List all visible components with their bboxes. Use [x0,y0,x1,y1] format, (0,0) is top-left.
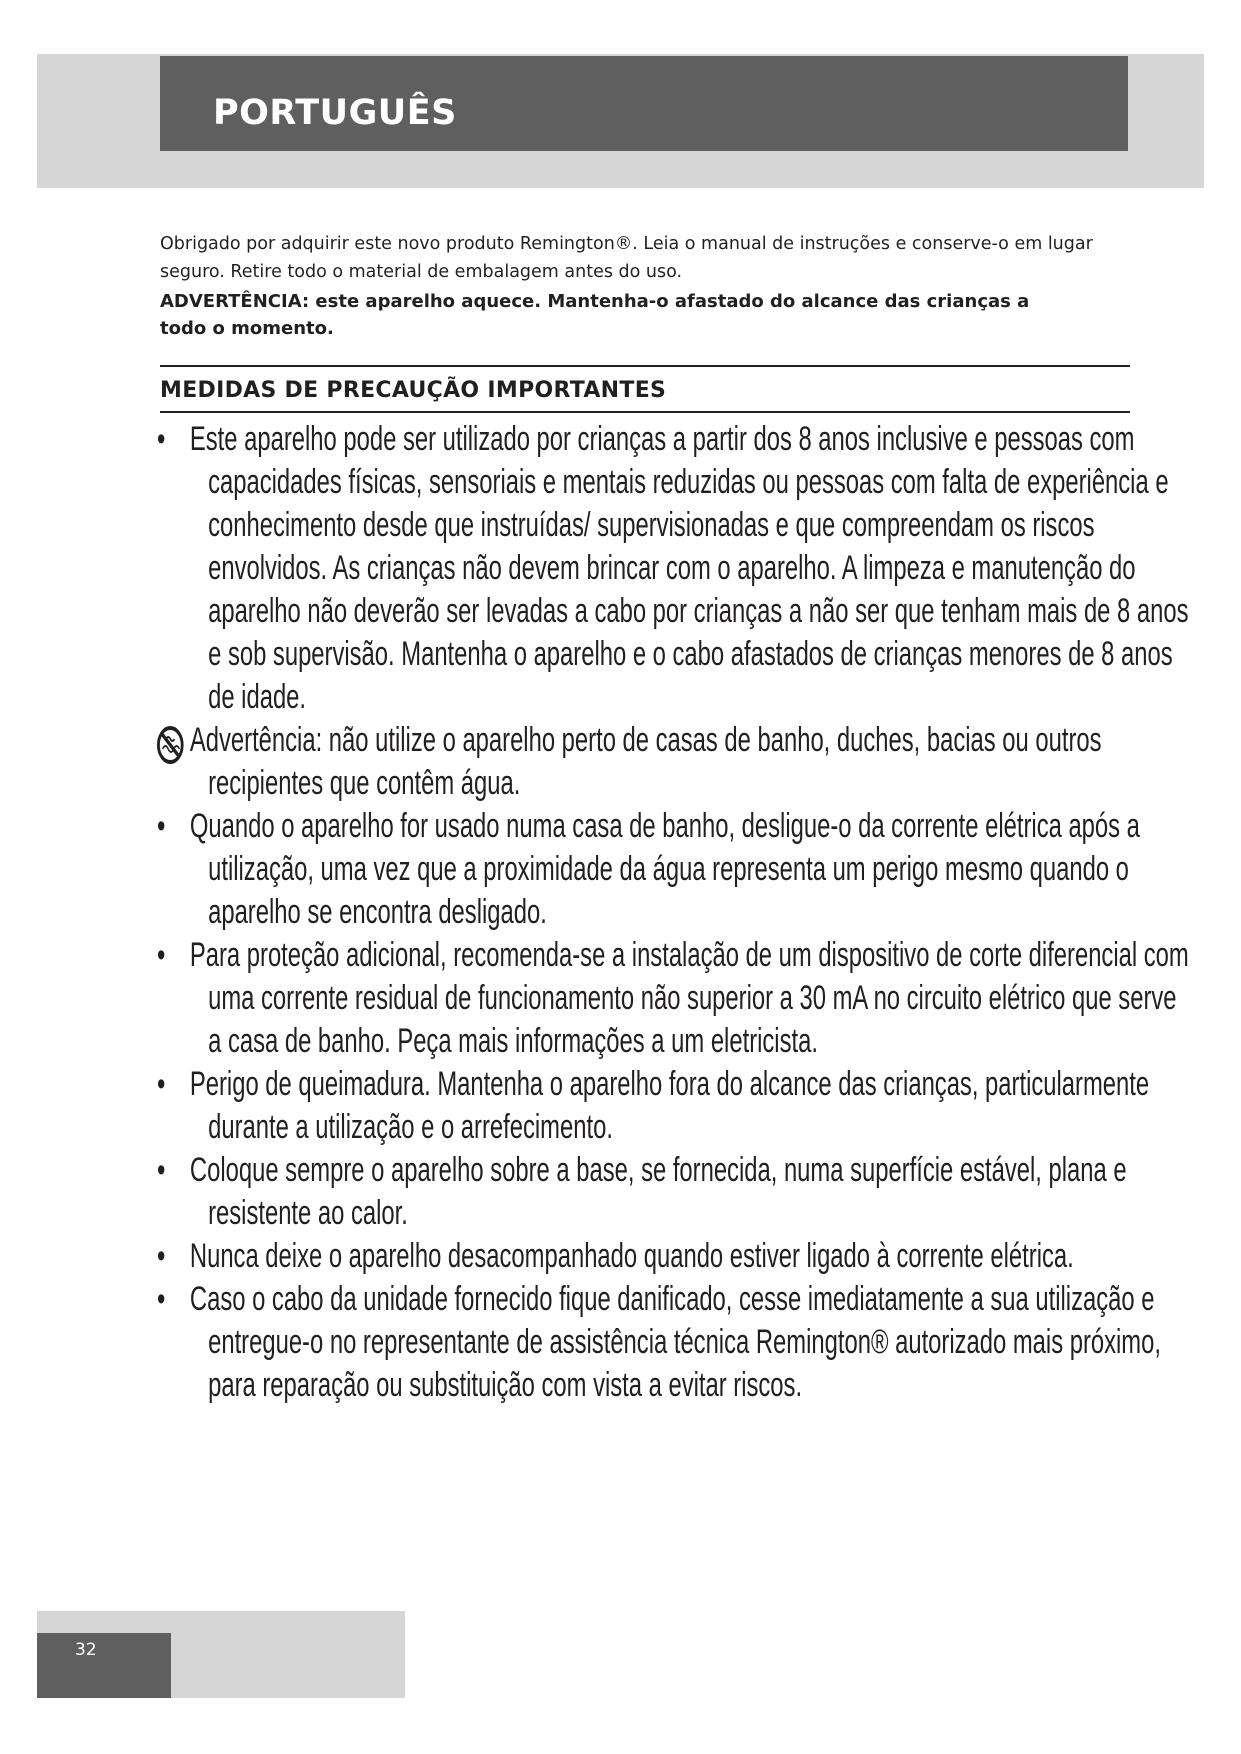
list-item [150,805,1190,934]
bullet-marker: • [157,420,166,458]
list-item-text: Quando o aparelho for usado numa casa de banho, desligue-o da corrente elétrica após a utilização, uma vez que a proximidade da água representa um perigo mesmo quando o aparelho se encontra desligado. [189,807,1140,931]
no-water-icon [155,725,186,765]
bullet-marker: • [157,1237,166,1275]
list-item-text: Este aparelho pode ser utilizado por crianças a partir dos 8 anos inclusive e pessoas com capacidades físicas, sensoriais e mentais reduzidas ou pessoas com falta de experiência e conhecimento desde que instruídas/ supervisionadas e que compreendam os riscos envolvidos. As crianças não devem brincar com o aparelho. A limpeza e manutenção do aparelho não deverão ser levadas a cabo por crianças a não ser que tenham mais de 8 anos e sob supervisão. Mantenha o aparelho e o cabo afastados de crianças menores de 8 anos de idade. [189,420,1189,716]
list-item-text: Advertência: não utilize o aparelho perto de casas de banho, duches, bacias ou outros recipientes que contêm água. [189,721,1102,802]
list-item-text: Caso o cabo da unidade fornecido fique danificado, cesse imediatamente a sua utilização e entregue-o no representante de assistência técnica Remington® autorizado mais próximo, para reparação ou substituição com vista a evitar riscos. [189,1280,1161,1404]
bullet-marker: • [157,807,166,845]
page-number: 32 [75,1640,97,1660]
list-item-text: Para proteção adicional, recomenda-se a instalação de um dispositivo de corte diferencial com uma corrente residual de funcionamento não superior a 30 mA no circuito elétrico que serve a casa de banho. Peça mais informações a um eletricista. [189,936,1189,1060]
bullet-marker: • [157,1151,166,1189]
section-rule-top [160,365,1130,367]
list-item [150,1278,1190,1407]
footer-page-box [37,1633,171,1698]
intro-warning: ADVERTÊNCIA: este aparelho aquece. Mantenha-o afastado do alcance das crianças a todo o momento. [160,291,1030,339]
intro-text: Obrigado por adquirir este novo produto Remington®. Leia o manual de instruções e conserve-o em lugar seguro. Retire todo o material de embalagem antes do uso. [160,234,1093,282]
list-item [150,719,1190,805]
list-item-text: Perigo de queimadura. Mantenha o aparelho fora do alcance das crianças, particularmente durante a utilização e o arrefecimento. [189,1065,1150,1146]
list-item [150,1063,1190,1149]
bullet-marker: • [157,1280,166,1318]
list-item [150,934,1190,1063]
list-item [150,1149,1190,1235]
bullet-marker: • [157,936,166,974]
section-heading: MEDIDAS DE PRECAUÇÃO IMPORTANTES [160,378,667,403]
list-item [150,1235,1190,1278]
list-item-text: Coloque sempre o aparelho sobre a base, se fornecida, numa superfície estável, plana e resistente ao calor. [189,1151,1127,1232]
bullet-marker: • [157,1065,166,1103]
header-bar [160,56,1128,151]
list-item-text: Nunca deixe o aparelho desacompanhado quando estiver ligado à corrente elétrica. [189,1237,1074,1275]
list-item [150,418,1190,719]
page-title: PORTUGUÊS [213,93,457,133]
section-rule-bottom [160,411,1130,413]
precautions-list [150,418,1189,1407]
